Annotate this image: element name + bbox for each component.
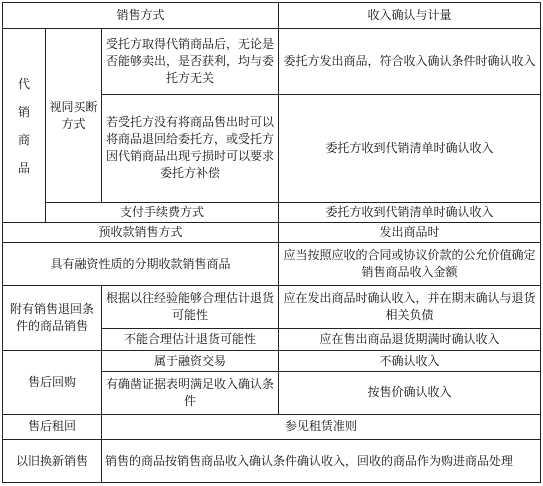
return-condition-case1-rule: 应在发出商品时确认收入，并在期末确认与退货相关负债 bbox=[279, 286, 541, 329]
table-row bbox=[3, 440, 541, 483]
return-condition-label: 附有销售退回条件的商品销售 bbox=[3, 286, 102, 351]
trade-in-rule: 销售的商品按销售商品收入确认条件确认收入，回收的商品作为购进商品处理 bbox=[102, 440, 541, 483]
table-header-row bbox=[3, 3, 541, 29]
table-row bbox=[3, 29, 541, 94]
revenue-recognition-table bbox=[2, 2, 541, 483]
table-row bbox=[3, 351, 541, 371]
consignment-sub-label: 视同买断方式 bbox=[46, 29, 102, 202]
installment-rule: 应当按照应收的合同或协议价款的公允价值确定销售商品收入金额 bbox=[279, 243, 541, 286]
buyback-case2-rule: 按售价确认收入 bbox=[279, 371, 541, 414]
buyback-case1-rule: 不确认收入 bbox=[279, 351, 541, 371]
table-row bbox=[3, 414, 541, 439]
return-condition-case2: 不能合理估计退货可能性 bbox=[102, 329, 279, 351]
return-condition-case2-rule: 应在售出商品退货期满时确认收入 bbox=[279, 329, 541, 351]
header-sales-method: 销售方式 bbox=[3, 3, 279, 29]
buyback-case2: 有确凿证据表明满足收入确认条件 bbox=[102, 371, 279, 414]
consignment-case2: 若受托方没有将商品售出时可以将商品退回给委托方，或受托方因代销商品出现亏损时可以要求委托方补偿 bbox=[102, 94, 279, 202]
table-row bbox=[3, 202, 541, 222]
table-row bbox=[3, 243, 541, 286]
table-row bbox=[3, 223, 541, 243]
trade-in-label: 以旧换新销售 bbox=[3, 440, 102, 483]
consignment-fee-label: 支付手续费方式 bbox=[46, 202, 279, 222]
consignment-label-text: 代销商品 bbox=[17, 76, 30, 175]
advance-rule: 发出商品时 bbox=[279, 223, 541, 243]
buyback-label: 售后回购 bbox=[3, 351, 102, 414]
consignment-case1: 受托方取得代销商品后，无论是否能够卖出，是否获利，均与委托方无关 bbox=[102, 29, 279, 94]
consignment-fee-rule: 委托方收到代销清单时确认收入 bbox=[279, 202, 541, 222]
table-row bbox=[3, 286, 541, 329]
leaseback-rule: 参见租赁准则 bbox=[102, 414, 541, 439]
consignment-label bbox=[3, 29, 46, 223]
return-condition-case1: 根据以往经验能够合理估计退货可能性 bbox=[102, 286, 279, 329]
leaseback-label: 售后租回 bbox=[3, 414, 102, 439]
consignment-case2-rule: 委托方收到代销清单时确认收入 bbox=[279, 94, 541, 202]
installment-label: 具有融资性质的分期收款销售商品 bbox=[3, 243, 279, 286]
consignment-case1-rule: 委托方发出商品，符合收入确认条件时确认收入 bbox=[279, 29, 541, 94]
advance-label: 预收款销售方式 bbox=[3, 223, 279, 243]
header-revenue-recognition: 收入确认与计量 bbox=[279, 3, 541, 29]
buyback-case1: 属于融资交易 bbox=[102, 351, 279, 371]
